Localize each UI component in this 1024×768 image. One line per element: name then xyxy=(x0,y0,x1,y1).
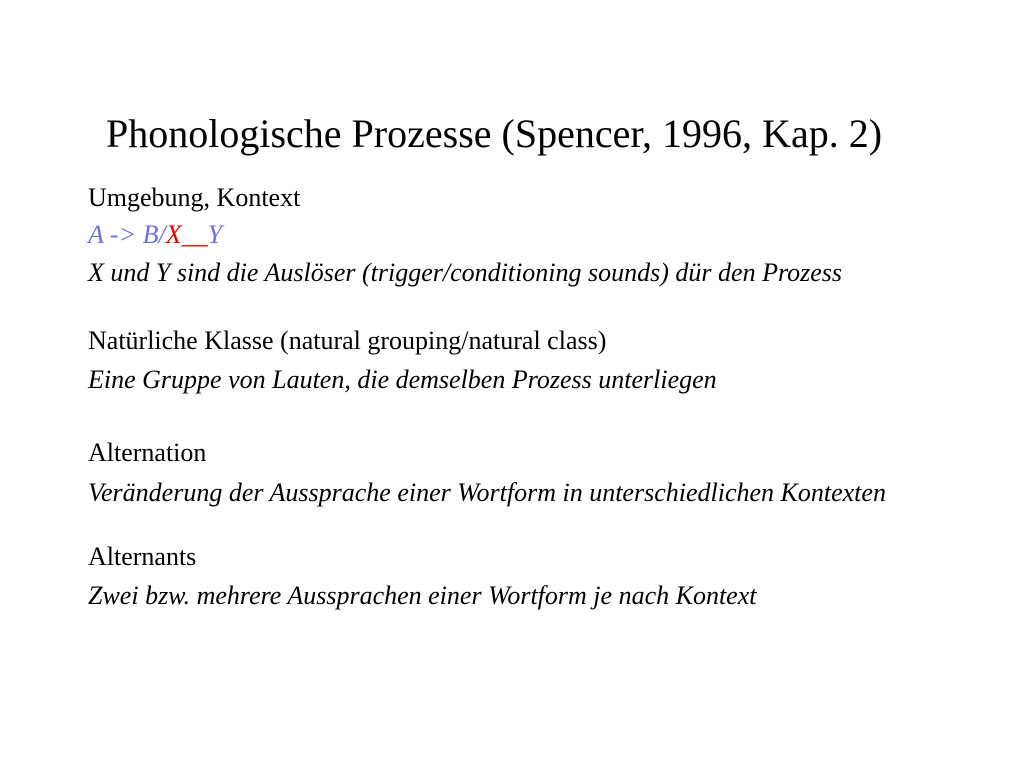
rule-part-y: Y xyxy=(207,220,223,249)
rule-part-x: X__ xyxy=(165,220,208,249)
alternation-heading: Alternation xyxy=(88,438,207,467)
klasse-text: Eine Gruppe von Lauten, die demselben Prozess unterliegen xyxy=(88,365,717,394)
slide-title: Phonologische Prozesse (Spencer, 1996, Kap. 2) xyxy=(106,111,883,156)
alternants-heading: Alternants xyxy=(88,542,197,571)
alternation-text: Veränderung der Aussprache einer Wortform in unterschiedlichen Kontexten xyxy=(88,478,886,507)
rule-notation xyxy=(88,219,222,251)
rule-part-a-b: A -> B/ xyxy=(88,220,166,249)
umgebung-text: X und Y sind die Auslöser (trigger/conditioning sounds) dür den Prozess xyxy=(88,258,842,287)
alternants-text: Zwei bzw. mehrere Aussprachen einer Wortform je nach Kontext xyxy=(88,581,757,610)
klasse-heading: Natürliche Klasse (natural grouping/natural class) xyxy=(88,326,607,355)
umgebung-heading: Umgebung, Kontext xyxy=(88,183,301,212)
